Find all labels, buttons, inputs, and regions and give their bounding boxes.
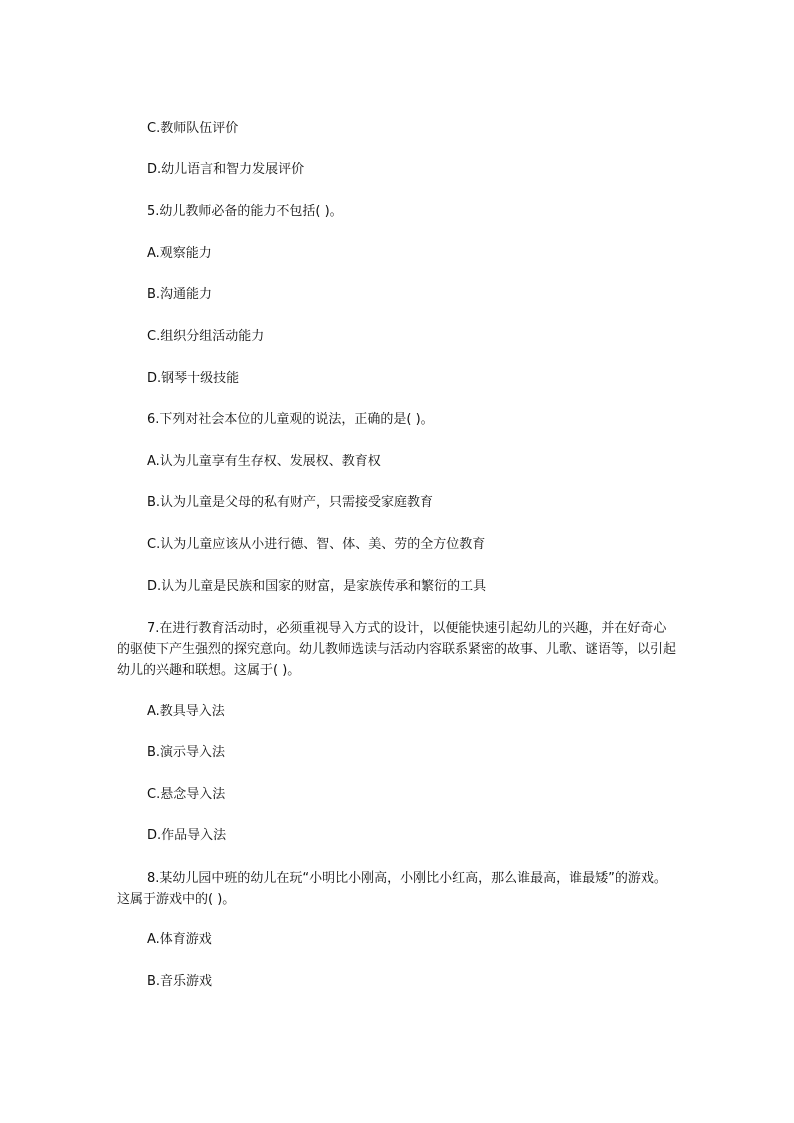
q6-option-d: D.认为儿童是民族和国家的财富，是家族传承和繁衍的工具 [147, 579, 487, 594]
q6-question: 6.下列对社会本位的儿童观的说法，正确的是( )。 [147, 412, 434, 427]
q7-option-c: C.悬念导入法 [147, 787, 226, 802]
q5-question: 5.幼儿教师必备的能力不包括( )。 [147, 204, 343, 219]
q6-option-a: A.认为儿童享有生存权、发展权、教育权 [147, 454, 381, 469]
q5-option-a: A.观察能力 [147, 246, 212, 261]
q5-option-d: D.钢琴十级技能 [147, 371, 240, 386]
q7-option-a: A.教具导入法 [147, 704, 225, 719]
q6-option-c: C.认为儿童应该从小进行德、智、体、美、劳的全方位教育 [147, 537, 486, 552]
q5-option-c: C.组织分组活动能力 [147, 329, 265, 344]
q4-option-d: D.幼儿语言和智力发展评价 [147, 162, 305, 177]
q7-option-b: B.演示导入法 [147, 745, 226, 760]
q8-option-b: B.音乐游戏 [147, 974, 213, 989]
q7-option-d: D.作品导入法 [147, 828, 227, 843]
q7-question: 7.在进行教育活动时，必须重视导入方式的设计，以便能快速引起幼儿的兴趣，并在好奇心的驱使下产生强烈的探究意向。幼儿教师选读与活动内容联系紧密的故事、儿歌、谜语等，以引起幼儿的兴趣和联想。这属于( )。 [117, 621, 677, 678]
q5-option-b: B.沟通能力 [147, 287, 213, 302]
q8-question: 8.某幼儿园中班的幼儿在玩“小明比小刚高，小刚比小红高，那么谁最高，谁最矮”的游戏。这属于游戏中的( )。 [117, 871, 667, 907]
q6-option-b: B.认为儿童是父母的私有财产，只需接受家庭教育 [147, 495, 434, 510]
q8-option-a: A.体育游戏 [147, 932, 212, 947]
q4-option-c: C.教师队伍评价 [147, 121, 239, 136]
